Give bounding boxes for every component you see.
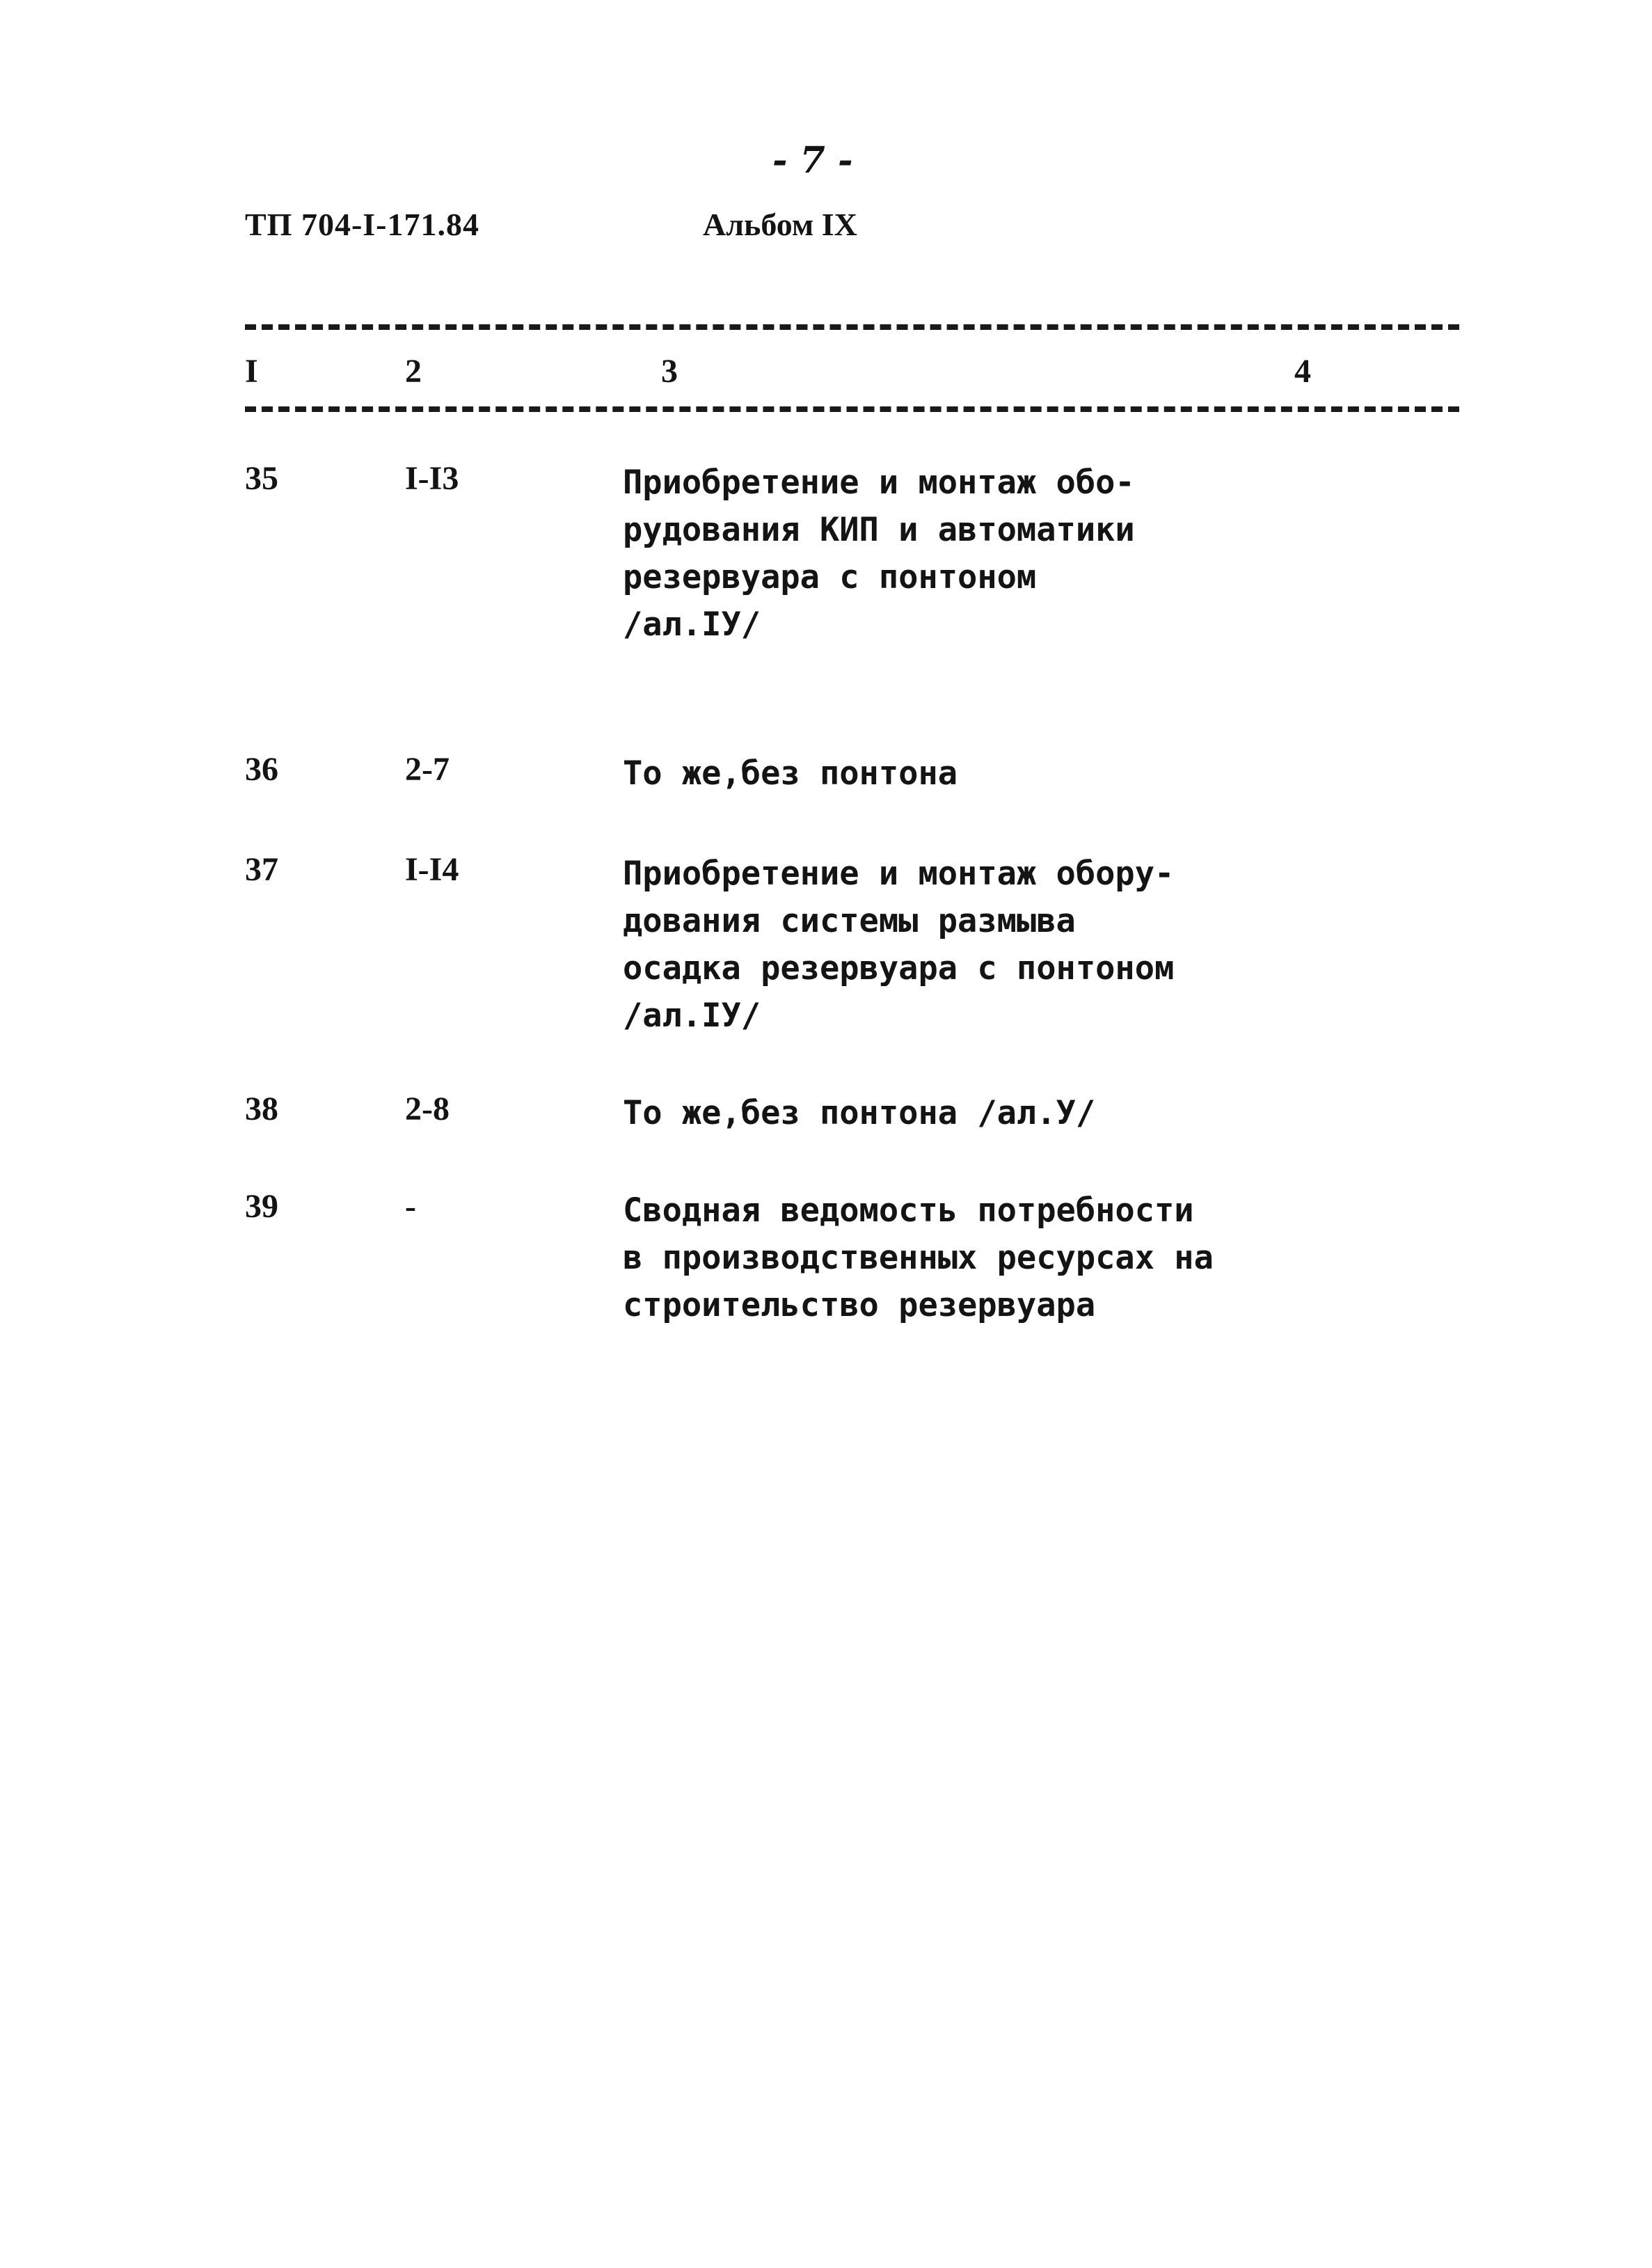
row-description	[623, 750, 1319, 798]
column-header-1: I	[245, 353, 258, 390]
row-number: 39	[245, 1188, 278, 1225]
column-header-3: 3	[661, 353, 678, 390]
description-line: /ал.IУ/	[623, 605, 761, 644]
description-line: строительство резервуара	[623, 1286, 1096, 1324]
row-reference: I-I3	[405, 460, 459, 497]
description-line: резервуара с понтоном	[623, 558, 1037, 596]
page-number: - 7 -	[772, 139, 853, 182]
row-description	[623, 459, 1319, 649]
description-line: рудования КИП и автоматики	[623, 511, 1135, 549]
row-reference: 2-8	[405, 1091, 450, 1127]
row-number: 37	[245, 851, 278, 888]
column-header-2: 2	[405, 353, 422, 390]
column-header-4: 4	[1294, 353, 1311, 390]
description-line: Приобретение и монтаж обо-	[623, 463, 1135, 502]
description-line: Приобретение и монтаж обору-	[623, 855, 1175, 893]
row-reference: -	[405, 1188, 416, 1225]
description-line: То же,без понтона	[623, 754, 958, 793]
document-code: ТП 704-I-171.84	[245, 207, 479, 242]
row-description	[623, 850, 1319, 1040]
description-line: в производственных ресурсах на	[623, 1239, 1214, 1277]
table-top-rule	[245, 324, 1459, 330]
description-line: дования системы размыва	[623, 902, 1076, 940]
row-number: 38	[245, 1091, 278, 1127]
row-description	[623, 1090, 1319, 1137]
table-header-rule	[245, 406, 1459, 412]
row-number: 36	[245, 751, 278, 788]
album-label: Альбом IX	[703, 207, 857, 242]
row-reference: 2-7	[405, 751, 450, 788]
row-description	[623, 1187, 1319, 1329]
description-line: То же,без понтона /ал.У/	[623, 1094, 1096, 1132]
description-line: осадка резервуара с понтоном	[623, 949, 1175, 988]
description-line: Сводная ведомость потребности	[623, 1191, 1194, 1230]
description-line: /ал.IУ/	[623, 997, 761, 1035]
row-number: 35	[245, 460, 278, 497]
row-reference: I-I4	[405, 851, 459, 888]
